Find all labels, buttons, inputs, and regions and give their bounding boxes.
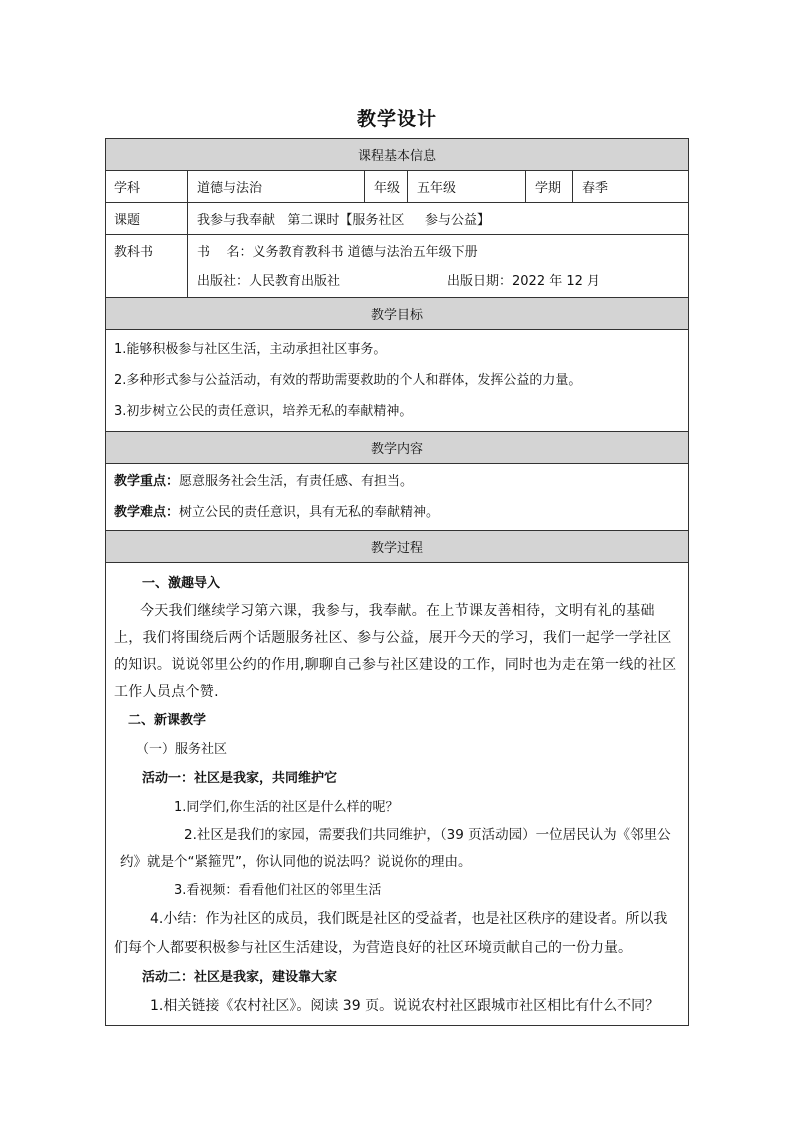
goal-item: 2.多种形式参与公益活动，有效的帮助需要救助的个人和群体，发挥公益的力量。 bbox=[114, 373, 582, 388]
document-title: 教学设计 bbox=[356, 108, 437, 130]
goal-item: 3.初步树立公民的责任意识，培养无私的奉献精神。 bbox=[114, 404, 413, 419]
activity-1-question-2: 2.社区是我们的家园，需要我们共同维护，（39 页活动园）一位居民认为《邻里公约》就是个“紧箍咒”，你认同他的说法吗？说说你的理由。 bbox=[120, 827, 671, 870]
activity-1-question-1: 1.同学们,你生活的社区是什么样的呢？ bbox=[174, 800, 399, 815]
grade-label: 年级 bbox=[365, 171, 408, 203]
goals-header: 教学目标 bbox=[106, 298, 689, 330]
difficulty-text: 树立公民的责任意识，具有无私的奉献精神。 bbox=[179, 505, 440, 520]
content-header: 教学内容 bbox=[106, 432, 689, 464]
section-2-title: 二、新课教学 bbox=[128, 713, 207, 728]
process-header: 教学过程 bbox=[106, 531, 689, 563]
subject-label: 学科 bbox=[106, 171, 188, 203]
key-point-text: 愿意服务社会生活，有责任感、有担当。 bbox=[179, 474, 414, 489]
publisher: 出版社：人民教育出版社 bbox=[197, 273, 341, 289]
publish-date: 出版日期：2022 年 12 月 bbox=[447, 273, 601, 289]
difficulty-label: 教学难点： bbox=[114, 505, 180, 520]
activity-2-title: 活动二：社区是我家，建设靠大家 bbox=[142, 970, 338, 985]
section-1-title: 一、激趣导入 bbox=[142, 576, 221, 591]
basic-info-header: 课程基本信息 bbox=[106, 139, 689, 171]
term-label: 学期 bbox=[526, 171, 573, 203]
activity-1-summary: 4.小结：作为社区的成员，我们既是社区的受益者，也是社区秩序的建设者。所以我们每个人都要积极参与社区生活建设，为营造良好的社区环境贡献自己的一份力量。 bbox=[114, 911, 668, 956]
subsection-1-title: （一）服务社区 bbox=[136, 742, 228, 757]
section-1-body: 今天我们继续学习第六课，我参与，我奉献。在上节课友善相待，文明有礼的基础上，我们将围绕后两个话题服务社区、参与公益，展开今天的学习，我们一起学一学社区的知识。说说邻里公约的作用,聊聊自己参与社区建设的工作，同时也为走在第一线的社区工作人员点个赞. bbox=[114, 603, 677, 700]
activity-1-title: 活动一：社区是我家，共同维护它 bbox=[142, 771, 338, 786]
goal-item: 1.能够积极参与社区生活，主动承担社区事务。 bbox=[114, 342, 387, 357]
activity-2-question-1: 1.相关链接《农村社区》。阅读 39 页。说说农村社区跟城市社区相比有什么不同？ bbox=[150, 998, 660, 1014]
term-value: 春季 bbox=[573, 171, 689, 203]
activity-1-question-3: 3.看视频：看看他们社区的邻里生活 bbox=[174, 883, 382, 898]
topic-value: 我参与我奉献 第二课时【服务社区 参与公益】 bbox=[188, 203, 689, 235]
key-point-label: 教学重点： bbox=[114, 474, 180, 489]
textbook-label: 教科书 bbox=[106, 235, 188, 298]
textbook-name: 书 名：义务教育教科书 道德与法治五年级下册 bbox=[197, 244, 478, 260]
subject-value: 道德与法治 bbox=[188, 171, 365, 203]
grade-value: 五年级 bbox=[408, 171, 526, 203]
lesson-plan-table bbox=[105, 138, 689, 1026]
topic-label: 课题 bbox=[106, 203, 188, 235]
